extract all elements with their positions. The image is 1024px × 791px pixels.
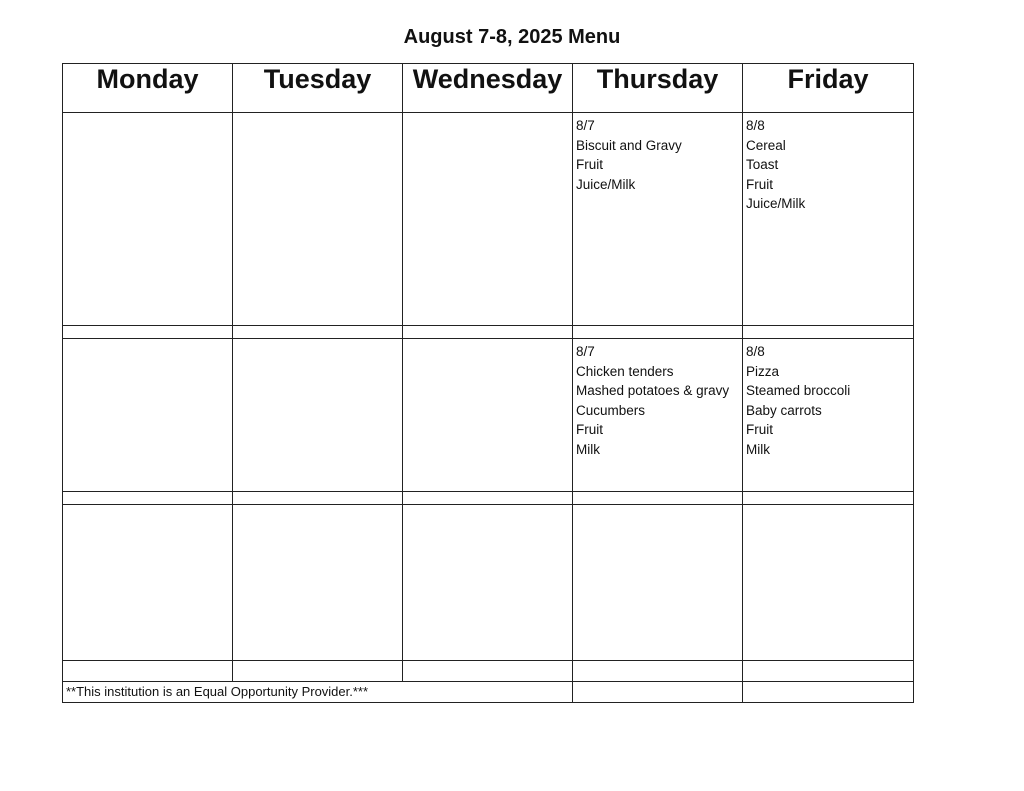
breakfast-friday-cell bbox=[743, 113, 914, 326]
breakfast-monday-cell bbox=[63, 113, 233, 326]
footer-blank-cell bbox=[743, 682, 914, 703]
header-tuesday: Tuesday bbox=[233, 64, 403, 113]
lunch-friday-item: Fruit bbox=[746, 422, 773, 437]
lunch-friday-item: Baby carrots bbox=[746, 402, 822, 418]
day-header-row bbox=[63, 64, 914, 113]
lunch-friday-item: Steamed broccoli bbox=[746, 383, 851, 398]
breakfast-friday-item: Juice/Milk bbox=[746, 196, 806, 211]
breakfast-friday-item: Cereal bbox=[746, 137, 786, 153]
footer-blank-cell bbox=[573, 682, 743, 703]
breakfast-friday-item: Toast bbox=[746, 157, 779, 172]
menu-table bbox=[62, 63, 914, 703]
equal-opportunity-notice: **This institution is an Equal Opportunity Provider.*** bbox=[66, 684, 369, 699]
spacer-cell bbox=[573, 661, 743, 682]
lunch-friday-date: 8/8 bbox=[746, 344, 765, 359]
header-wednesday: Wednesday bbox=[403, 64, 573, 113]
header-thursday: Thursday bbox=[573, 64, 743, 113]
spacer-cell bbox=[233, 661, 403, 682]
snack-tuesday-cell bbox=[233, 505, 403, 661]
spacer-cell bbox=[233, 326, 403, 339]
spacer-cell bbox=[63, 661, 233, 682]
spacer-row bbox=[63, 492, 914, 505]
lunch-friday-item: Milk bbox=[746, 441, 770, 457]
header-monday: Monday bbox=[63, 64, 233, 113]
lunch-thursday-date: 8/7 bbox=[576, 344, 595, 359]
lunch-monday-cell bbox=[63, 339, 233, 492]
spacer-cell bbox=[573, 326, 743, 339]
spacer-cell bbox=[743, 661, 914, 682]
snack-thursday-cell bbox=[573, 505, 743, 661]
spacer-cell bbox=[743, 326, 914, 339]
snack-wednesday-cell bbox=[403, 505, 573, 661]
breakfast-thursday-cell bbox=[573, 113, 743, 326]
spacer-cell bbox=[63, 492, 233, 505]
spacer-cell bbox=[573, 492, 743, 505]
footer-cell bbox=[63, 682, 573, 703]
spacer-cell bbox=[403, 326, 573, 339]
lunch-thursday-item: Cucumbers bbox=[576, 402, 646, 418]
breakfast-wednesday-cell bbox=[403, 113, 573, 326]
spacer-cell bbox=[233, 492, 403, 505]
lunch-thursday-item: Mashed potatoes & gravy bbox=[576, 383, 730, 398]
spacer-row bbox=[63, 661, 914, 682]
lunch-tuesday-cell bbox=[233, 339, 403, 492]
breakfast-thursday-date: 8/7 bbox=[576, 118, 595, 133]
breakfast-row bbox=[63, 113, 914, 326]
breakfast-thursday-item: Biscuit and Gravy bbox=[576, 137, 682, 153]
lunch-friday-item: Pizza bbox=[746, 363, 780, 379]
footer-row bbox=[63, 682, 914, 703]
breakfast-thursday-item: Juice/Milk bbox=[576, 176, 636, 192]
snack-friday-cell bbox=[743, 505, 914, 661]
lunch-thursday-item: Milk bbox=[576, 441, 600, 457]
breakfast-friday-date: 8/8 bbox=[746, 118, 765, 133]
menu-title: August 7-8, 2025 Menu bbox=[403, 26, 621, 48]
spacer-cell bbox=[743, 492, 914, 505]
spacer-cell bbox=[403, 661, 573, 682]
lunch-row bbox=[63, 339, 914, 492]
breakfast-tuesday-cell bbox=[233, 113, 403, 326]
spacer-cell bbox=[403, 492, 573, 505]
snack-monday-cell bbox=[63, 505, 233, 661]
lunch-thursday-item: Chicken tenders bbox=[576, 363, 674, 379]
lunch-thursday-item: Fruit bbox=[576, 422, 603, 437]
lunch-wednesday-cell bbox=[403, 339, 573, 492]
header-friday: Friday bbox=[743, 64, 914, 113]
lunch-thursday-cell bbox=[573, 339, 743, 492]
spacer-cell bbox=[63, 326, 233, 339]
snack-row bbox=[63, 505, 914, 661]
breakfast-thursday-item: Fruit bbox=[576, 157, 603, 172]
lunch-friday-cell bbox=[743, 339, 914, 492]
breakfast-friday-item: Fruit bbox=[746, 176, 773, 192]
spacer-row bbox=[63, 326, 914, 339]
